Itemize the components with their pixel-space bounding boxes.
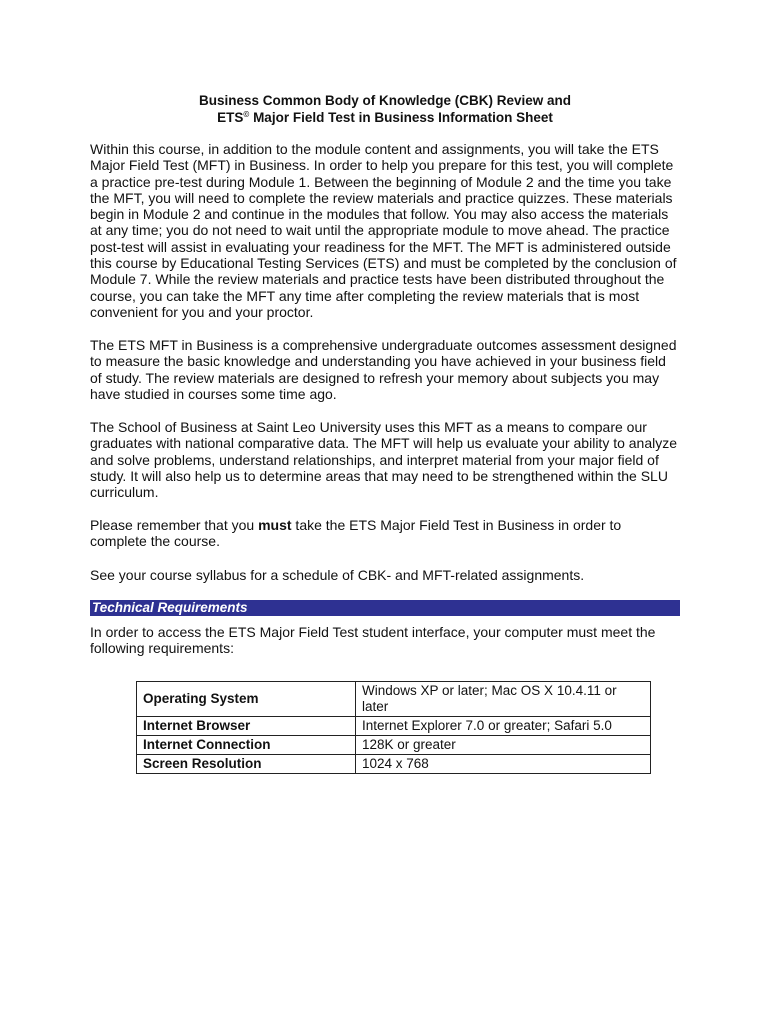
requirements-table [136,681,651,774]
table-row [137,717,651,736]
title-line-2 [90,109,680,126]
reminder-text-before: Please remember that you [90,517,259,533]
technical-intro-paragraph: In order to access the ETS Major Field Test student interface, your computer must meet the following requirements: [90,624,656,657]
technical-requirements-heading: Technical Requirements [90,600,680,616]
requirement-value: Windows XP or later; Mac OS X 10.4.11 or later [356,682,651,717]
mft-description-paragraph: The ETS MFT in Business is a comprehensive undergraduate outcomes assessment designed to measure the basic knowledge and understanding you have achieved in your business field of study. The review materials are designed to refresh your memory about subjects you may have studied in courses some time ago. [90,337,677,402]
reminder-text-after: take the ETS Major Field Test in Business in order to complete the course. [90,517,622,550]
reminder-emphasis: must [258,517,292,533]
title-rest: Major Field Test in Business Information Sheet [249,110,553,125]
intro-paragraph: Within this course, in addition to the module content and assignments, you will take the ETS Major Field Test (MFT) in Business. In order to help you prepare for this test, you will complete a practice pre-test during Module 1. Between the beginning of Module 2 and the time you take the MFT, you will need to complete the review materials and practice quizzes. These materials begin in Module 2 and continue in the modules that follow. You may also access the materials at any time; you do not need to wait until the appropriate module to move ahead. The practice post-test will assist in evaluating your readiness for the MFT. The MFT is administered outside this course by Educational Testing Services (ETS) and must be completed by the conclusion of Module 7. While the review materials and practice tests have been distributed throughout the course, you can take the MFT any time after completing the review materials that is most convenient for you and your proctor. [90,141,677,320]
requirement-label: Internet Connection [137,736,356,755]
requirement-value: Internet Explorer 7.0 or greater; Safari 5.0 [356,717,651,736]
syllabus-note-paragraph: See your course syllabus for a schedule of CBK- and MFT-related assignments. [90,567,585,583]
table-row [137,736,651,755]
requirement-reminder-paragraph [90,517,680,550]
copyright-mark: © [243,110,250,119]
title-line-1: Business Common Body of Knowledge (CBK) Review and [198,93,572,108]
requirement-label: Screen Resolution [137,755,356,774]
school-purpose-paragraph: The School of Business at Saint Leo University uses this MFT as a means to compare our graduates with national comparative data. The MFT will help us evaluate your ability to analyze and solve problems, understand relationships, and interpret material from your major field of study. It will also help us to determine areas that may need to be strengthened within the SLU curriculum. [90,419,678,501]
table-row [137,755,651,774]
requirement-value: 1024 x 768 [356,755,651,774]
title-ets: ETS [217,110,244,125]
table-row [137,682,651,717]
document-title [90,92,680,126]
requirement-label: Internet Browser [137,717,356,736]
requirement-value: 128K or greater [356,736,651,755]
requirement-label: Operating System [137,682,356,717]
